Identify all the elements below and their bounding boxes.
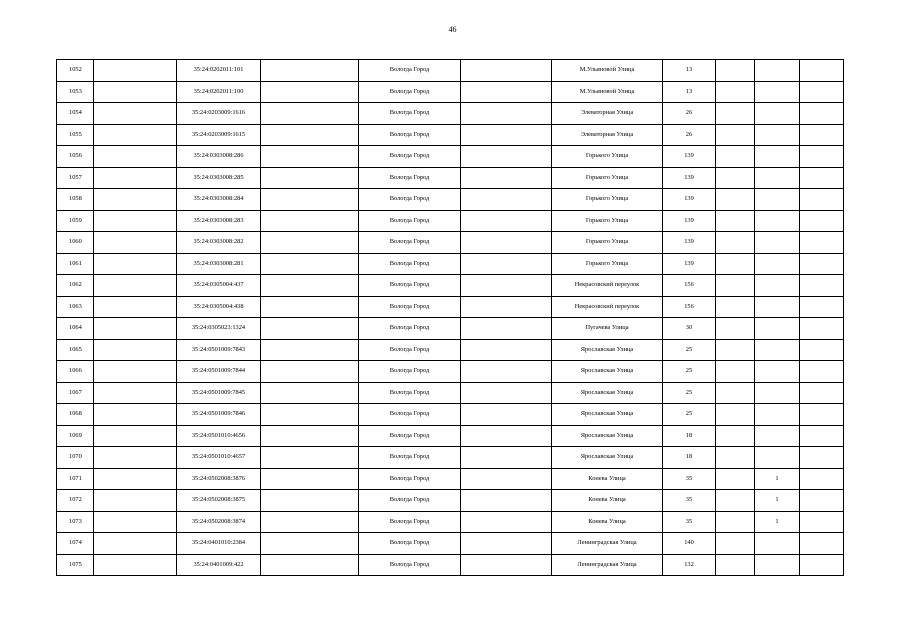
house-number-cell: 140 — [663, 533, 716, 555]
city-cell: Вологда Город — [359, 318, 461, 340]
empty-cell — [261, 60, 359, 82]
house-number-cell: 156 — [663, 275, 716, 297]
empty-cell — [94, 189, 177, 211]
table-row — [57, 318, 844, 340]
empty-cell — [461, 318, 552, 340]
cadastral-number-cell: 35:24:0502008:3874 — [177, 511, 261, 533]
house-number-cell: 139 — [663, 232, 716, 254]
table-row — [57, 167, 844, 189]
building-cell — [755, 60, 800, 82]
house-number-cell: 139 — [663, 253, 716, 275]
empty-cell — [461, 210, 552, 232]
empty-cell — [94, 468, 177, 490]
cadastral-number-cell: 35:24:0501009:7846 — [177, 404, 261, 426]
city-cell: Вологда Город — [359, 275, 461, 297]
empty-cell — [461, 468, 552, 490]
empty-cell — [94, 533, 177, 555]
city-cell: Вологда Город — [359, 146, 461, 168]
building-cell — [755, 167, 800, 189]
empty-cell — [94, 447, 177, 469]
empty-cell — [800, 533, 844, 555]
street-cell: Горького Улица — [552, 210, 663, 232]
city-cell: Вологда Город — [359, 490, 461, 512]
empty-cell — [461, 60, 552, 82]
house-number-cell: 18 — [663, 425, 716, 447]
cadastral-number-cell: 35:24:0303008:286 — [177, 146, 261, 168]
building-cell — [755, 554, 800, 576]
empty-cell — [261, 103, 359, 125]
building-cell — [755, 275, 800, 297]
house-number-cell: 35 — [663, 511, 716, 533]
cadastral-number-cell: 35:24:0501009:7843 — [177, 339, 261, 361]
cadastral-number-cell: 35:24:0502008:3875 — [177, 490, 261, 512]
row-number-cell: 1054 — [57, 103, 94, 125]
row-number-cell: 1075 — [57, 554, 94, 576]
city-cell: Вологда Город — [359, 554, 461, 576]
empty-cell — [261, 511, 359, 533]
empty-cell — [716, 425, 755, 447]
house-number-cell: 18 — [663, 447, 716, 469]
cadastral-number-cell: 35:24:0501010:4656 — [177, 425, 261, 447]
city-cell: Вологда Город — [359, 167, 461, 189]
city-cell: Вологда Город — [359, 81, 461, 103]
empty-cell — [94, 124, 177, 146]
table-row — [57, 232, 844, 254]
empty-cell — [261, 189, 359, 211]
street-cell: Ярославская Улица — [552, 382, 663, 404]
street-cell: Горького Улица — [552, 232, 663, 254]
empty-cell — [94, 81, 177, 103]
empty-cell — [716, 253, 755, 275]
street-cell: М.Ульяновой Улица — [552, 60, 663, 82]
cadastral-number-cell: 35:24:0303008:283 — [177, 210, 261, 232]
building-cell: 1 — [755, 511, 800, 533]
street-cell: Ярославская Улица — [552, 447, 663, 469]
building-cell — [755, 124, 800, 146]
building-cell: 1 — [755, 468, 800, 490]
building-cell — [755, 318, 800, 340]
building-cell — [755, 210, 800, 232]
empty-cell — [716, 361, 755, 383]
table-row — [57, 60, 844, 82]
city-cell: Вологда Город — [359, 339, 461, 361]
empty-cell — [716, 189, 755, 211]
empty-cell — [261, 339, 359, 361]
table-body — [57, 60, 844, 576]
building-cell — [755, 253, 800, 275]
empty-cell — [800, 361, 844, 383]
empty-cell — [461, 124, 552, 146]
row-number-cell: 1060 — [57, 232, 94, 254]
empty-cell — [261, 253, 359, 275]
city-cell: Вологда Город — [359, 232, 461, 254]
empty-cell — [800, 425, 844, 447]
building-cell: 1 — [755, 490, 800, 512]
empty-cell — [716, 232, 755, 254]
house-number-cell: 13 — [663, 81, 716, 103]
table-row — [57, 103, 844, 125]
empty-cell — [716, 554, 755, 576]
street-cell: Конева Улица — [552, 490, 663, 512]
table-row — [57, 275, 844, 297]
row-number-cell: 1057 — [57, 167, 94, 189]
cadastral-number-cell: 35:24:0305004:437 — [177, 275, 261, 297]
street-cell: Конева Улица — [552, 511, 663, 533]
house-number-cell: 13 — [663, 60, 716, 82]
empty-cell — [461, 189, 552, 211]
city-cell: Вологда Город — [359, 296, 461, 318]
empty-cell — [461, 447, 552, 469]
empty-cell — [261, 296, 359, 318]
building-cell — [755, 361, 800, 383]
street-cell: Горького Улица — [552, 146, 663, 168]
table-row — [57, 361, 844, 383]
empty-cell — [716, 533, 755, 555]
cadastral-number-cell: 35:24:0502008:3876 — [177, 468, 261, 490]
empty-cell — [800, 296, 844, 318]
empty-cell — [800, 275, 844, 297]
empty-cell — [94, 253, 177, 275]
house-number-cell: 25 — [663, 382, 716, 404]
city-cell: Вологда Город — [359, 103, 461, 125]
empty-cell — [94, 146, 177, 168]
house-number-cell: 156 — [663, 296, 716, 318]
table-row — [57, 210, 844, 232]
empty-cell — [94, 275, 177, 297]
house-number-cell: 139 — [663, 146, 716, 168]
building-cell — [755, 232, 800, 254]
empty-cell — [261, 124, 359, 146]
row-number-cell: 1064 — [57, 318, 94, 340]
cadastral-number-cell: 35:24:0203009:1616 — [177, 103, 261, 125]
empty-cell — [94, 60, 177, 82]
empty-cell — [800, 232, 844, 254]
cadastral-number-cell: 35:24:0303008:281 — [177, 253, 261, 275]
empty-cell — [94, 382, 177, 404]
cadastral-number-cell: 35:24:0202011:101 — [177, 60, 261, 82]
empty-cell — [94, 511, 177, 533]
house-number-cell: 25 — [663, 361, 716, 383]
empty-cell — [94, 554, 177, 576]
empty-cell — [800, 318, 844, 340]
empty-cell — [716, 468, 755, 490]
empty-cell — [94, 361, 177, 383]
city-cell: Вологда Город — [359, 210, 461, 232]
city-cell: Вологда Город — [359, 404, 461, 426]
row-number-cell: 1058 — [57, 189, 94, 211]
street-cell: Ярославская Улица — [552, 425, 663, 447]
cadastral-number-cell: 35:24:0501009:7845 — [177, 382, 261, 404]
empty-cell — [800, 554, 844, 576]
city-cell: Вологда Город — [359, 447, 461, 469]
empty-cell — [716, 318, 755, 340]
row-number-cell: 1053 — [57, 81, 94, 103]
street-cell: Конева Улица — [552, 468, 663, 490]
empty-cell — [261, 232, 359, 254]
house-number-cell: 25 — [663, 339, 716, 361]
table-row — [57, 124, 844, 146]
empty-cell — [461, 296, 552, 318]
empty-cell — [461, 554, 552, 576]
row-number-cell: 1063 — [57, 296, 94, 318]
city-cell: Вологда Город — [359, 382, 461, 404]
street-cell: Ярославская Улица — [552, 361, 663, 383]
building-cell — [755, 103, 800, 125]
empty-cell — [800, 103, 844, 125]
house-number-cell: 26 — [663, 103, 716, 125]
empty-cell — [461, 361, 552, 383]
street-cell: Ярославская Улица — [552, 339, 663, 361]
empty-cell — [800, 189, 844, 211]
table-row — [57, 511, 844, 533]
building-cell — [755, 382, 800, 404]
table-row — [57, 468, 844, 490]
row-number-cell: 1061 — [57, 253, 94, 275]
row-number-cell: 1068 — [57, 404, 94, 426]
house-number-cell: 139 — [663, 189, 716, 211]
house-number-cell: 30 — [663, 318, 716, 340]
empty-cell — [716, 146, 755, 168]
city-cell: Вологда Город — [359, 124, 461, 146]
table-row — [57, 554, 844, 576]
row-number-cell: 1052 — [57, 60, 94, 82]
table-row — [57, 404, 844, 426]
empty-cell — [261, 533, 359, 555]
table-row — [57, 339, 844, 361]
empty-cell — [261, 210, 359, 232]
street-cell: Ленинградская Улица — [552, 554, 663, 576]
building-cell — [755, 296, 800, 318]
cadastral-number-cell: 35:24:0305023:1324 — [177, 318, 261, 340]
table-row — [57, 425, 844, 447]
table-row — [57, 146, 844, 168]
empty-cell — [716, 404, 755, 426]
building-cell — [755, 533, 800, 555]
row-number-cell: 1071 — [57, 468, 94, 490]
cadastral-number-cell: 35:24:0303008:284 — [177, 189, 261, 211]
empty-cell — [716, 511, 755, 533]
empty-cell — [800, 167, 844, 189]
house-number-cell: 35 — [663, 468, 716, 490]
house-number-cell: 132 — [663, 554, 716, 576]
empty-cell — [94, 210, 177, 232]
cadastral-number-cell: 35:24:0401009:422 — [177, 554, 261, 576]
empty-cell — [261, 167, 359, 189]
street-cell: Ярославская Улица — [552, 404, 663, 426]
table-row — [57, 382, 844, 404]
building-cell — [755, 189, 800, 211]
empty-cell — [461, 103, 552, 125]
empty-cell — [461, 146, 552, 168]
street-cell: М.Ульяновой Улица — [552, 81, 663, 103]
empty-cell — [716, 490, 755, 512]
house-number-cell: 139 — [663, 167, 716, 189]
table-row — [57, 447, 844, 469]
building-cell — [755, 447, 800, 469]
empty-cell — [461, 511, 552, 533]
building-cell — [755, 146, 800, 168]
empty-cell — [716, 210, 755, 232]
empty-cell — [261, 490, 359, 512]
empty-cell — [800, 210, 844, 232]
row-number-cell: 1067 — [57, 382, 94, 404]
empty-cell — [94, 103, 177, 125]
empty-cell — [716, 167, 755, 189]
empty-cell — [800, 81, 844, 103]
empty-cell — [716, 275, 755, 297]
street-cell: Горького Улица — [552, 253, 663, 275]
cadastral-number-cell: 35:24:0305004:438 — [177, 296, 261, 318]
cadastral-number-cell: 35:24:0203009:1615 — [177, 124, 261, 146]
empty-cell — [94, 232, 177, 254]
empty-cell — [800, 404, 844, 426]
cadastral-number-cell: 35:24:0401010:2384 — [177, 533, 261, 555]
empty-cell — [800, 253, 844, 275]
empty-cell — [716, 382, 755, 404]
empty-cell — [716, 81, 755, 103]
building-cell — [755, 339, 800, 361]
empty-cell — [94, 404, 177, 426]
street-cell: Элеваторная Улица — [552, 103, 663, 125]
empty-cell — [261, 554, 359, 576]
street-cell: Элеваторная Улица — [552, 124, 663, 146]
cadastral-number-cell: 35:24:0501010:4657 — [177, 447, 261, 469]
empty-cell — [94, 318, 177, 340]
table-row — [57, 253, 844, 275]
city-cell: Вологда Город — [359, 60, 461, 82]
row-number-cell: 1055 — [57, 124, 94, 146]
empty-cell — [261, 146, 359, 168]
cadastral-number-cell: 35:24:0501009:7844 — [177, 361, 261, 383]
empty-cell — [461, 490, 552, 512]
empty-cell — [800, 339, 844, 361]
cadastral-number-cell: 35:24:0303008:285 — [177, 167, 261, 189]
street-cell: Пугачева Улица — [552, 318, 663, 340]
city-cell: Вологда Город — [359, 253, 461, 275]
empty-cell — [800, 468, 844, 490]
house-number-cell: 26 — [663, 124, 716, 146]
empty-cell — [800, 146, 844, 168]
city-cell: Вологда Город — [359, 425, 461, 447]
empty-cell — [461, 382, 552, 404]
street-cell: Горького Улица — [552, 167, 663, 189]
row-number-cell: 1066 — [57, 361, 94, 383]
registry-table — [56, 59, 844, 576]
building-cell — [755, 81, 800, 103]
row-number-cell: 1056 — [57, 146, 94, 168]
row-number-cell: 1073 — [57, 511, 94, 533]
empty-cell — [461, 339, 552, 361]
empty-cell — [800, 60, 844, 82]
empty-cell — [261, 404, 359, 426]
table-row — [57, 533, 844, 555]
table-row — [57, 296, 844, 318]
empty-cell — [94, 425, 177, 447]
street-cell: Горького Улица — [552, 189, 663, 211]
street-cell: Некрасовский переулок — [552, 296, 663, 318]
empty-cell — [800, 447, 844, 469]
city-cell: Вологда Город — [359, 511, 461, 533]
building-cell — [755, 425, 800, 447]
empty-cell — [461, 425, 552, 447]
empty-cell — [800, 382, 844, 404]
empty-cell — [261, 425, 359, 447]
building-cell — [755, 404, 800, 426]
cadastral-number-cell: 35:24:0303008:282 — [177, 232, 261, 254]
street-cell: Некрасовский переулок — [552, 275, 663, 297]
empty-cell — [261, 447, 359, 469]
house-number-cell: 25 — [663, 404, 716, 426]
empty-cell — [261, 382, 359, 404]
city-cell: Вологда Город — [359, 189, 461, 211]
row-number-cell: 1069 — [57, 425, 94, 447]
row-number-cell: 1074 — [57, 533, 94, 555]
house-number-cell: 35 — [663, 490, 716, 512]
empty-cell — [461, 275, 552, 297]
city-cell: Вологда Город — [359, 468, 461, 490]
empty-cell — [716, 60, 755, 82]
row-number-cell: 1072 — [57, 490, 94, 512]
empty-cell — [461, 167, 552, 189]
empty-cell — [461, 533, 552, 555]
cadastral-number-cell: 35:24:0202011:100 — [177, 81, 261, 103]
table-row — [57, 189, 844, 211]
empty-cell — [716, 124, 755, 146]
empty-cell — [261, 361, 359, 383]
empty-cell — [261, 468, 359, 490]
table-row — [57, 81, 844, 103]
empty-cell — [800, 124, 844, 146]
empty-cell — [94, 167, 177, 189]
row-number-cell: 1065 — [57, 339, 94, 361]
empty-cell — [800, 511, 844, 533]
empty-cell — [461, 253, 552, 275]
empty-cell — [261, 275, 359, 297]
empty-cell — [461, 81, 552, 103]
empty-cell — [94, 339, 177, 361]
empty-cell — [716, 339, 755, 361]
empty-cell — [261, 318, 359, 340]
empty-cell — [716, 103, 755, 125]
table-row — [57, 490, 844, 512]
empty-cell — [461, 232, 552, 254]
empty-cell — [800, 490, 844, 512]
empty-cell — [716, 296, 755, 318]
row-number-cell: 1070 — [57, 447, 94, 469]
empty-cell — [716, 447, 755, 469]
street-cell: Ленинградская Улица — [552, 533, 663, 555]
empty-cell — [261, 81, 359, 103]
city-cell: Вологда Город — [359, 361, 461, 383]
empty-cell — [94, 296, 177, 318]
row-number-cell: 1062 — [57, 275, 94, 297]
row-number-cell: 1059 — [57, 210, 94, 232]
page-number: 46 — [448, 25, 457, 34]
house-number-cell: 139 — [663, 210, 716, 232]
empty-cell — [94, 490, 177, 512]
empty-cell — [461, 404, 552, 426]
city-cell: Вологда Город — [359, 533, 461, 555]
